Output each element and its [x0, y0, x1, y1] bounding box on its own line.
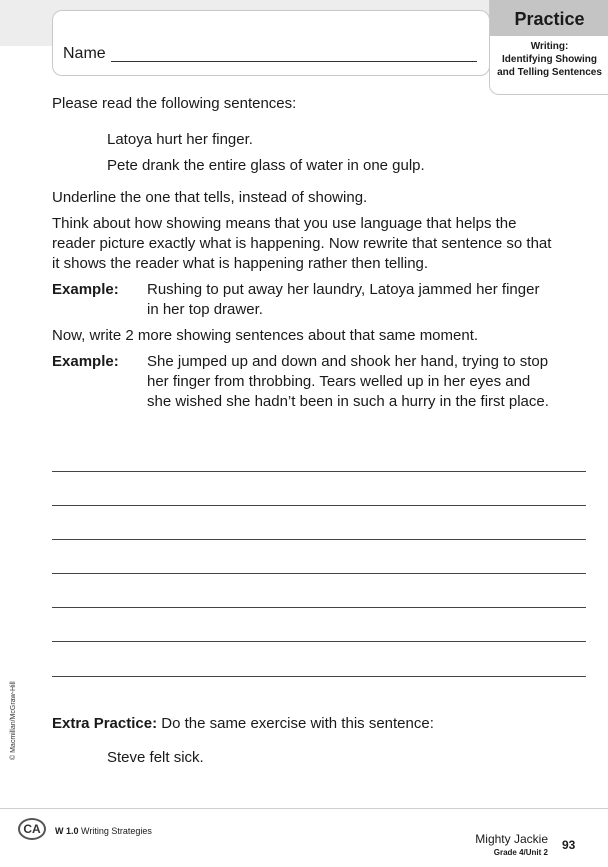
extra-practice-text: Do the same exercise with this sentence:	[161, 715, 434, 732]
name-label: Name	[63, 45, 106, 62]
writing-line[interactable]	[52, 573, 586, 574]
practice-subtitle	[490, 36, 608, 79]
example-2	[52, 352, 552, 412]
writing-line[interactable]	[52, 641, 586, 642]
standard-reference	[55, 826, 152, 836]
instruction-rewrite: Think about how showing means that you use language that helps the reader picture exactly what is happening. Now rewrite that sentence so that it shows the reader what is happening rather then telling.	[52, 215, 552, 272]
example-2-label: Example:	[52, 353, 119, 370]
subtitle-line: Writing:	[530, 41, 569, 52]
name-input-line[interactable]	[111, 61, 477, 62]
example-1	[52, 280, 552, 320]
standard-code: W 1.0	[55, 826, 79, 836]
sentence-2: Pete drank the entire glass of water in one gulp.	[107, 157, 425, 174]
example-2-text: She jumped up and down and shook her hand, trying to stop her finger from throbbing. Tears welled up in her eyes and she wished she hadn’t been in such a hurry in the first place.	[147, 353, 549, 410]
story-title: Mighty Jackie	[475, 832, 548, 846]
extra-sentence: Steve felt sick.	[107, 749, 204, 766]
example-1-label: Example:	[52, 281, 119, 298]
subtitle-line: Identifying Showing	[502, 54, 597, 65]
extra-practice	[52, 714, 434, 734]
instruction-underline: Underline the one that tells, instead of showing.	[52, 189, 368, 206]
subtitle-line: and Telling Sentences	[497, 67, 602, 78]
extra-practice-label: Extra Practice:	[52, 715, 158, 732]
worksheet-content	[52, 94, 552, 412]
grade-unit: Grade 4/Unit 2	[493, 848, 548, 857]
writing-line[interactable]	[52, 607, 586, 608]
intro-text: Please read the following sentences:	[52, 95, 297, 112]
writing-line[interactable]	[52, 539, 586, 540]
writing-line[interactable]	[52, 505, 586, 506]
sentence-1: Latoya hurt her finger.	[107, 131, 253, 148]
practice-title: Practice	[490, 0, 608, 36]
practice-tab	[489, 0, 608, 95]
instruction-write-more: Now, write 2 more showing sentences about that same moment.	[52, 327, 479, 344]
page-number: 93	[562, 838, 576, 852]
ca-standards-icon: CA	[18, 818, 46, 840]
standard-name: Writing Strategies	[81, 826, 152, 836]
footer-divider	[0, 808, 608, 809]
writing-line[interactable]	[52, 471, 586, 472]
name-box	[52, 10, 490, 76]
copyright-notice: © Macmillan/McGraw-Hill	[10, 681, 17, 760]
writing-line[interactable]	[52, 676, 586, 677]
example-1-text: Rushing to put away her laundry, Latoya jammed her finger in her top drawer.	[147, 281, 540, 318]
